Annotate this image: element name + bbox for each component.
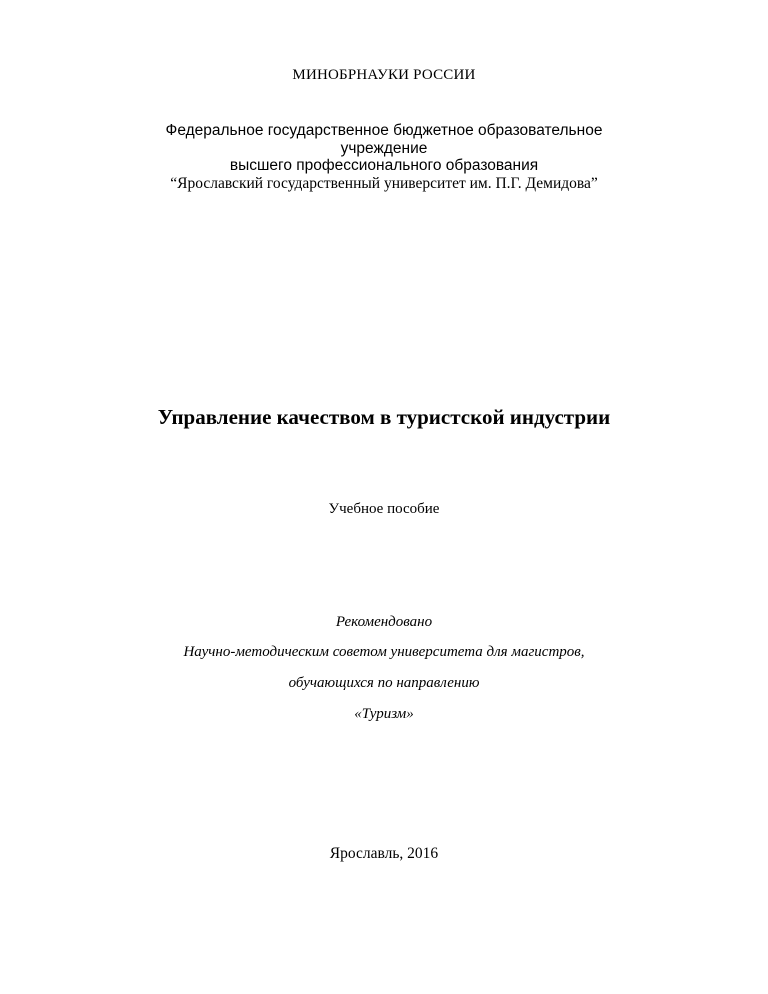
document-title: Управление качеством в туристской индустрии [157,405,611,429]
recommendation-line-1: Рекомендовано [335,614,433,630]
recommendation-line-2: Научно-методическим советом университета для магистров, [183,644,585,660]
institution-line-3: высшего профессионального образования [229,157,539,174]
city-year: Ярославль, 2016 [329,845,439,862]
recommendation-line-4: «Туризм» [354,706,414,722]
institution-line-2: учреждение [340,140,428,157]
ministry-name: МИНОБРНАУКИ РОССИИ [292,67,476,83]
recommendation-line-3: обучающихся по направлению [288,675,480,691]
document-subtitle: Учебное пособие [328,501,440,517]
university-name: “Ярославский государственный университет им. П.Г. Демидова” [170,175,598,192]
institution-line-1: Федеральное государственное бюджетное образовательное [165,122,603,139]
